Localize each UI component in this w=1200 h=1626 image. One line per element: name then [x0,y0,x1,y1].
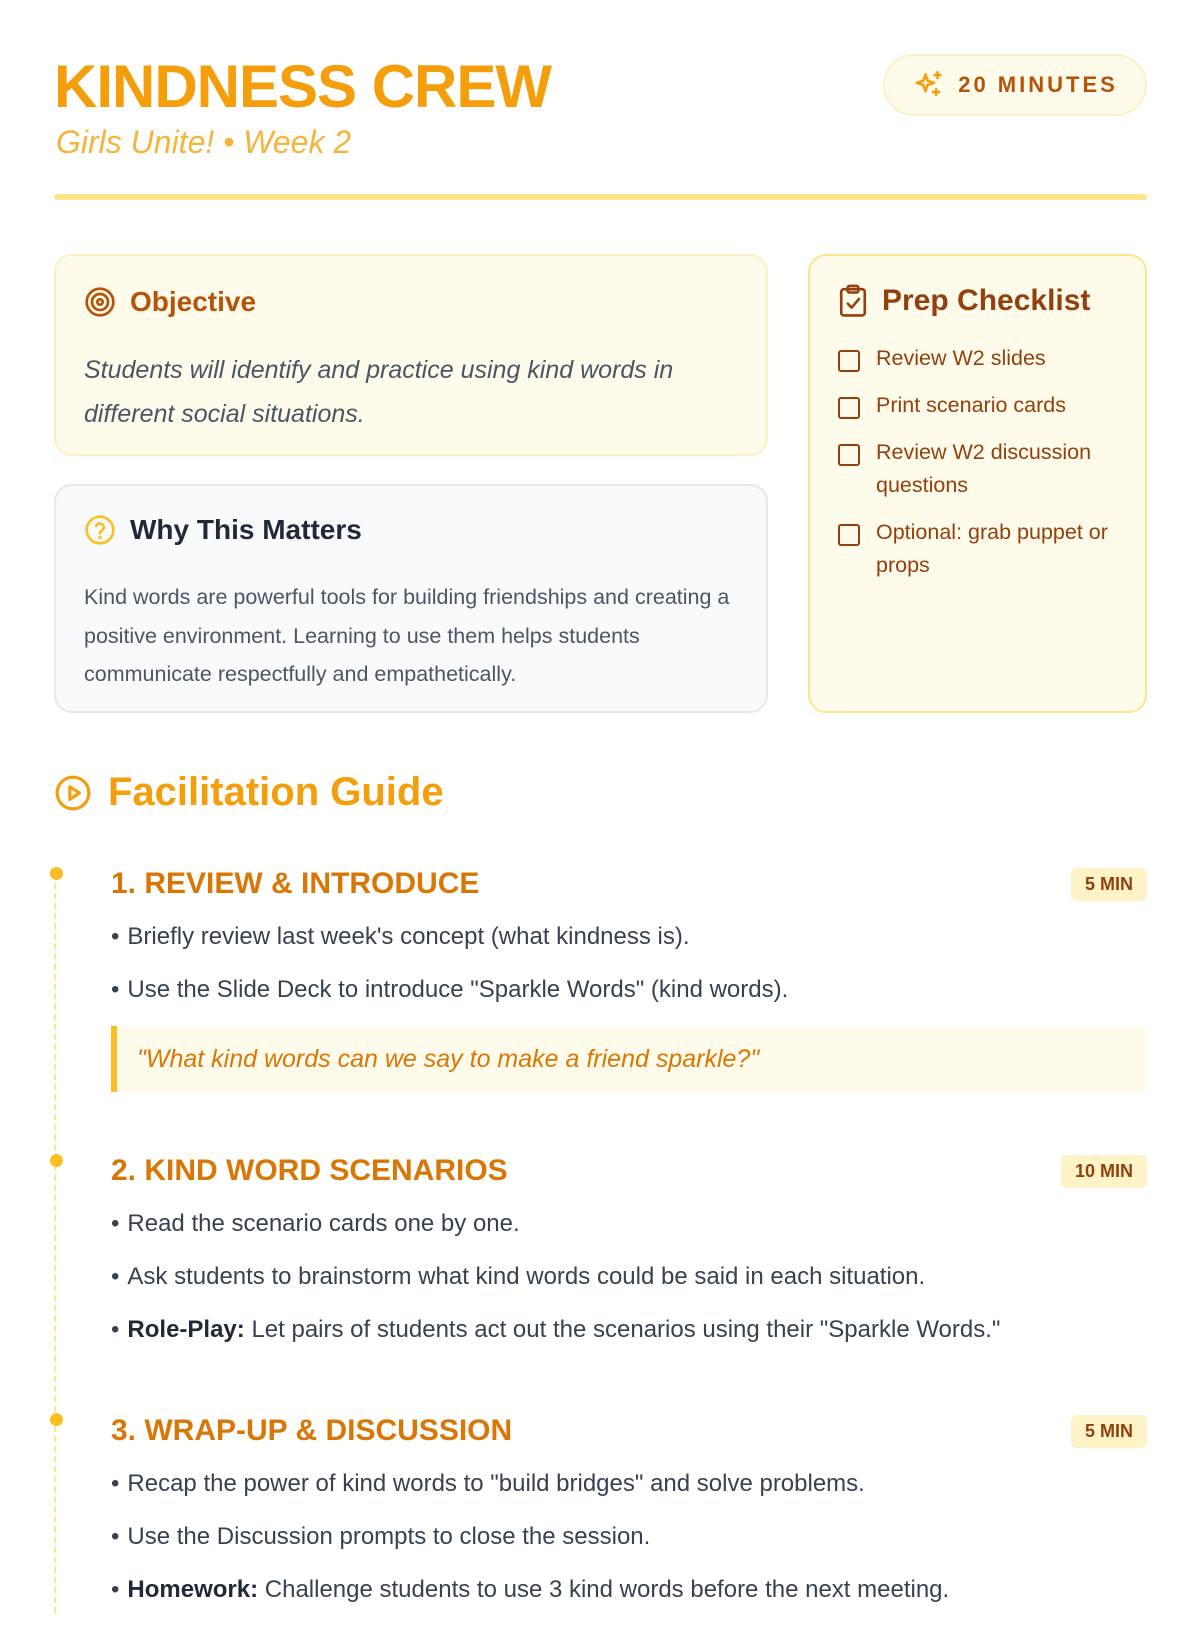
bullet-item: • Use the Slide Deck to introduce "Sparkle Words" (kind words). [111,973,1147,1006]
question-circle-icon [84,514,116,546]
timeline-dot [50,1154,63,1167]
step-title: 3. WRAP-UP & DISCUSSION [111,1414,513,1447]
why-heading: Why This Matters [130,514,362,545]
prep-checklist-card [808,254,1147,713]
checkbox[interactable] [838,397,860,419]
bullet-item: • Ask students to brainstorm what kind words could be said in each situation. [111,1260,1147,1293]
facilitation-guide-header [54,770,444,815]
objective-header [84,286,256,318]
prep-checklist [838,342,1128,596]
play-circle-icon [54,774,92,812]
checklist-item[interactable]: Optional: grab puppet or props [838,516,1128,582]
checkbox[interactable] [838,350,860,372]
step-title: 2. KIND WORD SCENARIOS [111,1154,508,1187]
step-wrap-up-discussion [111,1413,1147,1613]
header-divider [54,194,1147,200]
objective-heading: Objective [130,286,257,317]
bullet-item: • Briefly review last week's concept (what kindness is). [111,920,1147,953]
clipboard-check-icon [838,284,868,318]
lesson-page [54,0,1147,1603]
timeline-dot [50,867,63,880]
step-title: 1. REVIEW & INTRODUCE [111,867,480,900]
checklist-item[interactable]: Print scenario cards [838,389,1128,422]
checkbox[interactable] [838,524,860,546]
target-icon [84,286,116,318]
page-subtitle: Girls Unite! • Week 2 [56,124,352,160]
step-kind-word-scenarios [111,1153,1147,1363]
checklist-item[interactable]: Review W2 slides [838,342,1128,375]
step-time-badge: 5 MIN [1071,1415,1147,1448]
bullet-item: • Homework: Challenge students to use 3 kind words before the next meeting. [111,1573,1147,1606]
timeline-dot [50,1413,63,1426]
facilitation-guide-heading: Facilitation Guide [108,770,444,814]
duration-label: 20 MINUTES [958,72,1118,97]
sparkles-icon [912,68,946,102]
page-title: KINDNESS CREW [54,53,552,120]
bullet-item: • Role-Play: Let pairs of students act out the scenarios using their "Sparkle Words." [111,1313,1147,1346]
step-time-badge: 10 MIN [1061,1155,1147,1188]
objective-text: Students will identify and practice using kind words in different social situations. [84,356,674,428]
step-bullets [111,1467,1147,1626]
step-bullets [111,920,1147,1026]
prep-heading: Prep Checklist [882,284,1091,317]
discussion-quote: "What kind words can we say to make a friend sparkle?" [111,1026,1147,1092]
step-review-introduce [111,866,1147,1096]
why-text: Kind words are powerful tools for building friendships and creating a positive environment. Learning to use them helps students communicate respectfully and empathetically. [84,585,730,686]
timeline-line [54,873,56,1613]
objective-card [54,254,768,456]
duration-badge [883,54,1147,116]
checkbox[interactable] [838,444,860,466]
step-bullets [111,1207,1147,1366]
bullet-item: • Recap the power of kind words to "build bridges" and solve problems. [111,1467,1147,1500]
why-card [54,484,768,713]
why-header [84,514,362,546]
checklist-item[interactable]: Review W2 discussion questions [838,436,1128,502]
step-time-badge: 5 MIN [1071,868,1147,901]
prep-header [838,284,1090,318]
bullet-item: • Use the Discussion prompts to close the session. [111,1520,1147,1553]
bullet-item: • Read the scenario cards one by one. [111,1207,1147,1240]
